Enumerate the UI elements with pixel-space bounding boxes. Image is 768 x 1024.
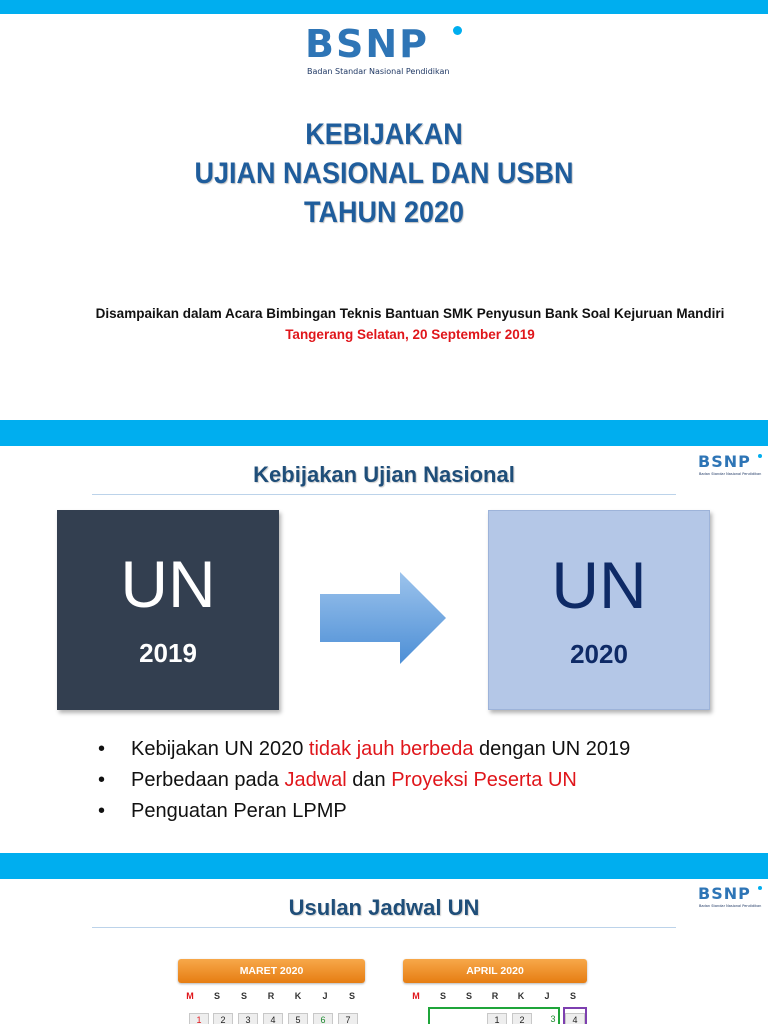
bsnp-logo: BSNP Badan Standar Nasional Pendidikan — [698, 884, 762, 908]
heading-divider — [92, 927, 676, 928]
calendar-month-header: APRIL 2020 — [403, 959, 587, 983]
calendar-day: 4 — [565, 1013, 585, 1024]
calendar-month-header: MARET 2020 — [178, 959, 365, 983]
calendar-day: 3 — [550, 1014, 556, 1024]
schedule-slide — [0, 853, 768, 1024]
weekday-label: S — [439, 991, 446, 1001]
bullet-item: • Kebijakan UN 2020 tidak jauh berbeda dengan UN 2019 — [98, 738, 631, 760]
weekday-label: M — [412, 991, 420, 1001]
bullet-icon: • — [98, 800, 106, 822]
title-slide — [0, 0, 768, 420]
weekday-label: J — [322, 991, 328, 1001]
bullet-icon: • — [98, 738, 106, 760]
weekday-label: S — [213, 991, 220, 1001]
calendar-day: 6 — [313, 1013, 333, 1024]
right-arrow-icon — [318, 572, 448, 664]
calendar-day: 7 — [338, 1013, 358, 1024]
calendar-day: 1 — [189, 1013, 209, 1024]
un-label: UN — [120, 547, 216, 621]
title-line: TAHUN 2020 — [303, 196, 465, 229]
calendar-day: 2 — [213, 1013, 233, 1024]
title-line: UJIAN NASIONAL DAN USBN — [194, 157, 574, 190]
calendar-day: 2 — [512, 1013, 532, 1024]
weekday-label: M — [186, 991, 194, 1001]
weekday-label: R — [267, 991, 275, 1001]
weekday-label: R — [491, 991, 499, 1001]
weekday-label: K — [517, 991, 525, 1001]
slide-heading: Kebijakan Ujian Nasional — [253, 462, 515, 487]
bullet-item: • Penguatan Peran LPMP — [98, 800, 347, 822]
bullet-list — [98, 738, 630, 831]
accent-bar — [0, 420, 768, 446]
bullet-icon: • — [98, 769, 106, 791]
policy-slide — [0, 420, 768, 853]
bsnp-logo: BSNP Badan Standar Nasional Pendidikan — [305, 22, 465, 84]
weekday-label: S — [348, 991, 355, 1001]
accent-bar — [0, 853, 768, 879]
un-year: 2019 — [139, 638, 197, 668]
calendar-day: 3 — [238, 1013, 258, 1024]
weekday-label: K — [294, 991, 302, 1001]
accent-bar — [0, 0, 768, 14]
heading-divider — [92, 494, 676, 495]
place-date: Tangerang Selatan, 20 September 2019 — [285, 327, 535, 342]
weekday-label: S — [465, 991, 472, 1001]
presentation-context: Disampaikan dalam Acara Bimbingan Teknis Bantuan SMK Penyusun Bank Soal Kejuruan Mandiri — [95, 306, 725, 321]
un-2019-box — [57, 510, 279, 710]
slide-title — [38, 115, 729, 232]
un-2020-box — [488, 510, 710, 710]
calendar-day: 5 — [288, 1013, 308, 1024]
bsnp-logo: BSNP Badan Standar Nasional Pendidikan — [698, 452, 762, 476]
weekday-label: S — [240, 991, 247, 1001]
un-year: 2020 — [570, 639, 628, 669]
slide-heading: Usulan Jadwal UN — [288, 895, 480, 920]
weekday-label: J — [544, 991, 550, 1001]
calendar-day: 1 — [487, 1013, 507, 1024]
calendar-day: 4 — [263, 1013, 283, 1024]
bullet-item: • Perbedaan pada Jadwal dan Proyeksi Peserta UN — [98, 769, 577, 791]
weekday-label: S — [569, 991, 576, 1001]
title-line: KEBIJAKAN — [305, 118, 463, 151]
un-label: UN — [551, 548, 647, 622]
